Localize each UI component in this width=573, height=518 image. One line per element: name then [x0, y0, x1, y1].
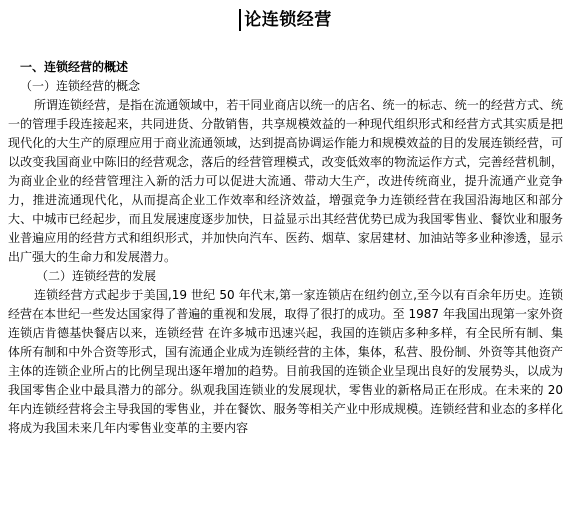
- title-area: [8, 0, 563, 40]
- paragraph-development: 连锁经营方式起步于美国,19 世纪 50 年代末,第一家连锁店在纽约创立,至今以有百余年历史。连锁经营在本世纪一些发达国家得了普遍的重视和发展，取得了很打的成功。至 1987 年我国出现第一家外资连锁店肯德基快餐店以来，连锁经营 在许多城市迅速兴起，我国的连锁店多种多样，有全民所有制、集体所有制和中外合资等形式，国有流通企业成为连锁经营的主体，集体，私营、股份制、外资等其他资产主体的连锁企业所占的比例呈现出逐年增加的趋势。目前我国的连锁企业呈现出良好的发展势头，以成为我国零售企业中最具潜力的部分。纵观我国连锁业的发展现状，零售业的新格局正在形成。在未来的 20 年内连锁经营将会主导我国的零售业，并在餐饮、服务等相关产业中形成规模。连锁经营和业态的多样化将成为我国未来几年内零售业变革的主要内容: [8, 288, 564, 435]
- subsection-heading-development: （二）连锁经营的发展: [36, 269, 157, 283]
- section-heading: 一、连锁经营的概述: [20, 60, 129, 74]
- paragraph-concept: 所谓连锁经营，是指在流通领域中，若干同业商店以统一的店名、统一的标志、统一的经营方式、统一的管理手段连接起来，共同进货、分散销售，共享规模效益的一种现代组织形式和经营方式其实质是把现代化的大生产的原理应用于商业流通领域，达到提高协调运作能力和规模效益的目的发展连锁经营，可以改变我国商业中陈旧的经营观念，落后的经营管理模式，改变低效率的物流运作方式，完善经营机制，为商业企业的经营管理注入新的活力可以促进大流通、带动大生产，改进传统商业，提升流通产业竞争力，推进流通现代化，从而提高企业工作效率和经济效益，增强竞争力连锁经营在我国沿海地区和部分大、中城市已经起步，而且发展速度逐步加快，日益显示出其经营优势已成为我国零售业、餐饮业和服务业普遍应用的经营方式和组织形式，并加快向汽车、医药、烟草、家居建材、加油站等多业种渗透，显示出广强大的生命力和发展潜力。: [8, 98, 563, 264]
- document-title: 论连锁经营: [239, 9, 332, 31]
- subsection-heading-concept: （一）连锁经营的概念: [20, 79, 141, 93]
